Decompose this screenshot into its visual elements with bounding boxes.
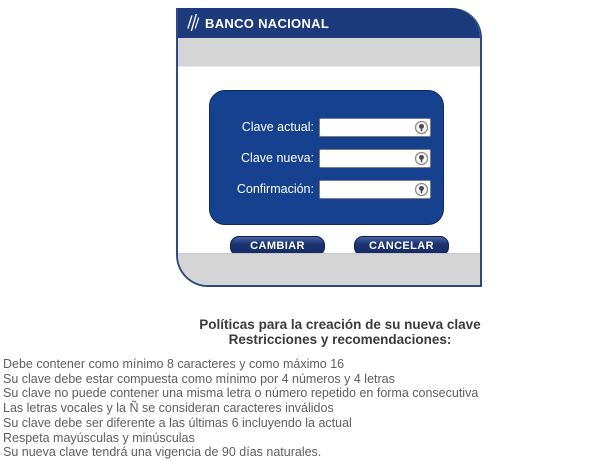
card-header bbox=[178, 8, 480, 38]
password-form-panel bbox=[209, 90, 444, 225]
policies-rules-list bbox=[3, 357, 563, 460]
rule-item: Su clave debe ser diferente a las últimas 6 incluyendo la actual bbox=[3, 415, 352, 430]
banco-nacional-logo-icon bbox=[186, 13, 201, 33]
field-row-clave-nueva bbox=[210, 148, 431, 168]
rule-item: Su clave no puede contener una misma letra o número repetido en forma consecutiva bbox=[3, 386, 479, 401]
field-row-confirmacion bbox=[210, 179, 431, 199]
cambiar-button[interactable]: CAMBIAR bbox=[230, 236, 325, 256]
field-row-clave-actual bbox=[210, 117, 431, 137]
clave-actual-input-wrap bbox=[319, 118, 431, 137]
rule-item: Respeta mayúsculas y minúsculas bbox=[3, 430, 195, 445]
rule-item: Debe contener como mínimo 8 caracteres y como máximo 16 bbox=[3, 357, 345, 371]
clave-actual-label: Clave actual: bbox=[241, 120, 314, 134]
cancelar-button[interactable]: CANCELAR bbox=[354, 236, 449, 256]
rule-item: Su clave debe estar compuesta como mínimo por 4 números y 4 letras bbox=[3, 371, 395, 386]
card-gray-band-bottom bbox=[178, 253, 480, 285]
virtual-keyboard-icon[interactable] bbox=[414, 182, 429, 197]
clave-nueva-label: Clave nueva: bbox=[241, 151, 314, 165]
policies-heading bbox=[150, 317, 530, 347]
virtual-keyboard-icon[interactable] bbox=[414, 151, 429, 166]
password-change-card bbox=[176, 8, 482, 287]
confirmacion-input-wrap bbox=[319, 180, 431, 199]
policies-subtitle: Restricciones y recomendaciones: bbox=[228, 332, 452, 347]
rule-item: Su nueva clave tendrá una vigencia de 90 días naturales. bbox=[3, 445, 322, 460]
brand-name: BANCO NACIONAL bbox=[205, 16, 330, 31]
card-gray-band-top bbox=[178, 38, 480, 67]
rule-item: Las letras vocales y la Ñ se consideran caracteres inválidos bbox=[3, 401, 334, 416]
policies-title: Políticas para la creación de su nueva clave bbox=[199, 317, 481, 332]
clave-nueva-input-wrap bbox=[319, 149, 431, 168]
confirmacion-label: Confirmación: bbox=[236, 182, 314, 196]
virtual-keyboard-icon[interactable] bbox=[414, 120, 429, 135]
